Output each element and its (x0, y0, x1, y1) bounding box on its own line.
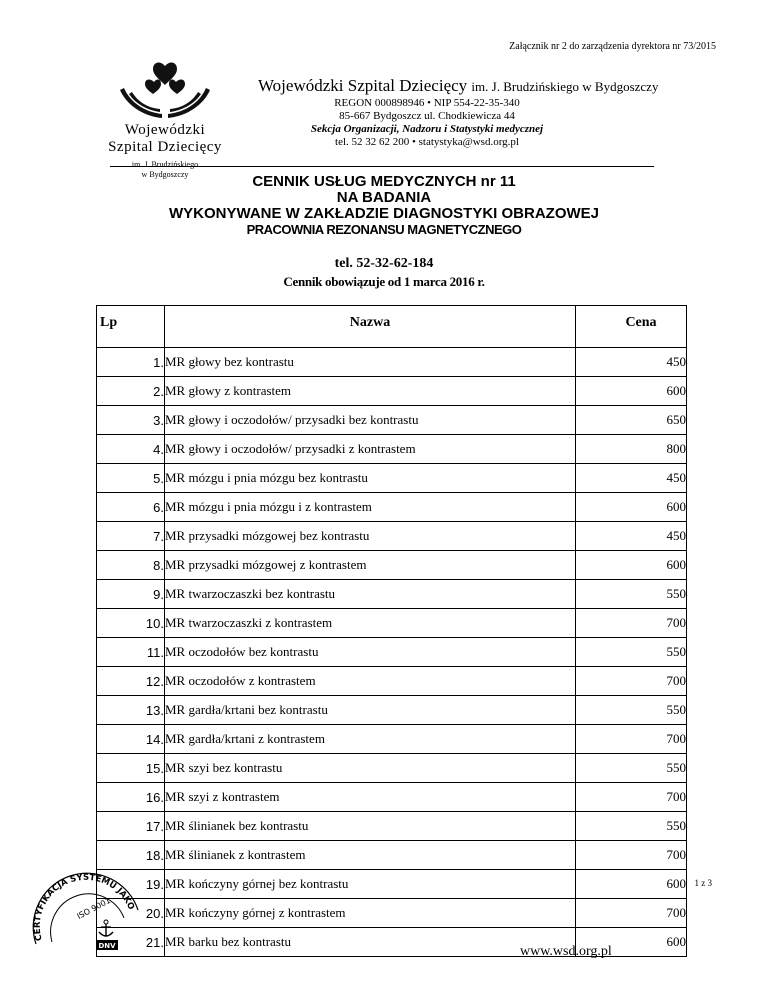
anchor-symbol-icon (99, 920, 113, 936)
row-number: 21. (97, 928, 165, 957)
cert-iso-label: ISO 9001 (75, 895, 113, 922)
logo-line-2: Szpital Dziecięcy (108, 139, 222, 155)
table-row (97, 783, 687, 812)
title-line-3: WYKONYWANE W ZAKŁADZIE DIAGNOSTYKI OBRAZOWEJ (169, 205, 599, 222)
row-number: 20. (97, 899, 165, 928)
header-divider (110, 166, 654, 167)
hospital-contact: tel. 52 32 62 200 • statystyka@wsd.org.pl (335, 136, 519, 148)
row-price: 550 (576, 580, 687, 609)
table-row (97, 348, 687, 377)
header-name: Nazwa (165, 306, 576, 348)
header-lp: Lp (97, 306, 165, 348)
row-service-name: MR głowy i oczodołów/ przysadki bez kontrastu (165, 406, 576, 435)
row-number: 19. (97, 870, 165, 899)
row-number: 3. (97, 406, 165, 435)
row-price: 650 (576, 406, 687, 435)
row-service-name: MR gardła/krtani bez kontrastu (165, 696, 576, 725)
row-price: 700 (576, 667, 687, 696)
row-number: 11. (97, 638, 165, 667)
title-line-2: NA BADANIA (336, 189, 432, 206)
table-row (97, 551, 687, 580)
table-row (97, 841, 687, 870)
row-service-name: MR oczodołów z kontrastem (165, 667, 576, 696)
price-table (96, 305, 687, 957)
row-price: 550 (576, 696, 687, 725)
row-price: 600 (576, 870, 687, 899)
row-price: 550 (576, 754, 687, 783)
row-service-name: MR twarzoczaszki bez kontrastu (165, 580, 576, 609)
row-number: 5. (97, 464, 165, 493)
row-service-name: MR przysadki mózgowej z kontrastem (165, 551, 576, 580)
row-price: 450 (576, 522, 687, 551)
logo-line-3: im. J. Brudzińskiego (131, 160, 199, 169)
quality-certificate (28, 866, 146, 959)
row-number: 12. (97, 667, 165, 696)
phone-number: tel. 52-32-62-184 (334, 256, 434, 271)
table-row (97, 667, 687, 696)
table-row (97, 754, 687, 783)
row-price: 600 (576, 551, 687, 580)
row-service-name: MR szyi bez kontrastu (165, 754, 576, 783)
row-service-name: MR szyi z kontrastem (165, 783, 576, 812)
contact-block (0, 255, 768, 291)
row-price: 550 (576, 812, 687, 841)
row-service-name: MR kończyny górnej z kontrastem (165, 899, 576, 928)
row-price: 700 (576, 841, 687, 870)
valid-from: Cennik obowiązuje od 1 marca 2016 r. (283, 274, 485, 289)
row-price: 700 (576, 783, 687, 812)
row-number: 9. (97, 580, 165, 609)
row-price: 600 (576, 493, 687, 522)
annex-note: Załącznik nr 2 do zarządzenia dyrektora nr 73/2015 (509, 41, 716, 52)
row-number: 18. (97, 841, 165, 870)
row-service-name: MR przysadki mózgowej bez kontrastu (165, 522, 576, 551)
row-number: 1. (97, 348, 165, 377)
row-price: 450 (576, 464, 687, 493)
hospital-address: 85-667 Bydgoszcz ul. Chodkiewicza 44 (339, 110, 515, 122)
row-service-name: MR głowy bez kontrastu (165, 348, 576, 377)
row-service-name: MR oczodołów bez kontrastu (165, 638, 576, 667)
table-row (97, 435, 687, 464)
row-price: 700 (576, 609, 687, 638)
hospital-name-main: Wojewódzki Szpital Dziecięcy (258, 76, 468, 95)
table-row (97, 609, 687, 638)
footer-website: www.wsd.org.pl (520, 944, 612, 959)
dnv-label: DNV (98, 942, 116, 950)
table-row (97, 899, 687, 928)
title-line-1: CENNIK USŁUG MEDYCZNYCH nr 11 (252, 173, 516, 190)
row-number: 10. (97, 609, 165, 638)
page-number: 1 z 3 (694, 878, 712, 888)
cert-ring-text: CERTYFIKACJA SYSTEMU JAKO (32, 872, 136, 942)
row-service-name: MR głowy i oczodołów/ przysadki z kontrastem (165, 435, 576, 464)
title-line-4: PRACOWNIA REZONANSU MAGNETYCZNEGO (246, 222, 522, 237)
row-number: 8. (97, 551, 165, 580)
table-row (97, 812, 687, 841)
row-price: 800 (576, 435, 687, 464)
hospital-section: Sekcja Organizacji, Nadzoru i Statystyki medycznej (310, 123, 544, 135)
hands-hearts-logo-icon (120, 58, 210, 120)
hospital-logo (90, 58, 240, 180)
table-row (97, 870, 687, 899)
table-row (97, 464, 687, 493)
table-row (97, 580, 687, 609)
row-number: 14. (97, 725, 165, 754)
row-service-name: MR ślinianek bez kontrastu (165, 812, 576, 841)
row-price: 700 (576, 725, 687, 754)
row-number: 17. (97, 812, 165, 841)
document-titles (0, 174, 768, 238)
row-number: 2. (97, 377, 165, 406)
row-service-name: MR barku bez kontrastu (165, 928, 576, 957)
row-service-name: MR głowy z kontrastem (165, 377, 576, 406)
table-row (97, 377, 687, 406)
row-service-name: MR gardła/krtani z kontrastem (165, 725, 576, 754)
logo-line-4: w Bydgoszczy (141, 170, 189, 179)
table-row (97, 696, 687, 725)
row-service-name: MR ślinianek z kontrastem (165, 841, 576, 870)
row-number: 6. (97, 493, 165, 522)
logo-line-1: Wojewódzki (124, 122, 206, 138)
hospital-header (258, 76, 728, 149)
row-number: 13. (97, 696, 165, 725)
row-number: 7. (97, 522, 165, 551)
hospital-name (258, 76, 728, 97)
row-number: 16. (97, 783, 165, 812)
row-number: 15. (97, 754, 165, 783)
table-header-row (97, 306, 687, 348)
hospital-name-rest: im. J. Brudzińskiego w Bydgoszczy (471, 79, 659, 94)
row-price: 700 (576, 899, 687, 928)
table-row (97, 406, 687, 435)
row-service-name: MR mózgu i pnia mózgu i z kontrastem (165, 493, 576, 522)
iso-certification-seal-icon (28, 866, 146, 954)
hospital-regon: REGON 000898946 • NIP 554-22-35-340 (334, 97, 520, 109)
header-price: Cena (576, 306, 687, 348)
row-service-name: MR twarzoczaszki z kontrastem (165, 609, 576, 638)
row-price: 600 (576, 377, 687, 406)
row-number: 4. (97, 435, 165, 464)
row-price: 550 (576, 638, 687, 667)
table-row (97, 638, 687, 667)
svg-text:CERTYFIKACJA SYSTEMU JAKOŚCI (28, 866, 136, 942)
row-price: 450 (576, 348, 687, 377)
row-price: 600 (576, 928, 687, 957)
table-row (97, 725, 687, 754)
table-row (97, 493, 687, 522)
table-row (97, 522, 687, 551)
row-service-name: MR mózgu i pnia mózgu bez kontrastu (165, 464, 576, 493)
row-service-name: MR kończyny górnej bez kontrastu (165, 870, 576, 899)
